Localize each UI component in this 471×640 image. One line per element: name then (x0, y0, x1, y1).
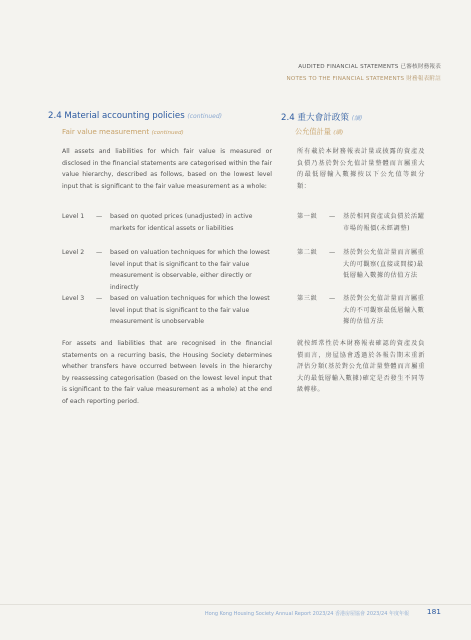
zh-level-1-dash: — (329, 213, 336, 220)
zh-level-2-text: 基於對公允值計量而言屬重大的可觀察(直接或間接)最低層輸入數據的估值方法 (343, 249, 425, 279)
zh-level-2 (297, 247, 425, 295)
zh-level-3-text: 基於對公允值計量而言屬重大的不可觀察最低層輸入數據的估值方法 (343, 295, 425, 325)
zh-level-1 (297, 211, 425, 247)
en-level-1-text: based on quoted prices (unadjusted) in active markets for identical assets or liabilities (110, 213, 253, 232)
zh-section-heading (281, 111, 426, 123)
en-intro-paragraph: All assets and liabilities for which fair value is measured or disclosed in the financial statements are categorised within the fair value hierarchy, described as follows, based on the lowest level input that is significant to the fair value measurement as a whole: (62, 148, 272, 190)
zh-sub-title: 公允值計量 (295, 127, 331, 136)
en-level-1-dash: — (96, 213, 103, 220)
zh-level-3 (297, 293, 425, 329)
zh-sub-continued: (續) (333, 130, 344, 136)
zh-section-continued: (續) (351, 115, 363, 122)
footer-report-title: Hong Kong Housing Society Annual Report 2023/24 香港房屋協會 2023/24 年度年報 (204, 611, 409, 617)
en-level-3-dash: — (96, 295, 103, 302)
en-level-3 (62, 293, 272, 329)
en-level-3-text: based on valuation techniques for which the lowest level input that is significant to the fair value measurement is unobservable (110, 295, 270, 325)
zh-level-1-label: 第一級 (297, 213, 318, 220)
zh-section-title: 2.4 重大會計政策 (281, 113, 349, 123)
en-level-1 (62, 211, 272, 247)
zh-level-2-label: 第二級 (297, 249, 318, 256)
running-header: AUDITED FINANCIAL STATEMENTS 已審核財務報表 (298, 64, 441, 70)
en-section-continued: (continued) (187, 113, 222, 120)
en-level-2-label: Level 2 (62, 249, 85, 256)
en-sub-title: Fair value measurement (62, 127, 150, 136)
running-subheader: NOTES TO THE FINANCIAL STATEMENTS 財務報表附註 (286, 76, 441, 82)
zh-level-3-label: 第三級 (297, 295, 318, 302)
en-closing-paragraph: For assets and liabilities that are recognised in the financial statements on a recurring basis, the Housing Society determines whether transfers have occurred between levels in the hierarchy by reassessing categorisation (based on the lowest level input that is significant to the fair value measurement as a whole) at the end of each reporting period. (62, 340, 272, 405)
zh-intro-paragraph: 所有載於本財務報表計量或披露的資產及負債乃基於對公允值計量整體而言屬重大的最低層輸入數據按以下公允值等級分類： (297, 148, 425, 190)
page-number: 181 (426, 607, 441, 616)
zh-level-3-dash: — (329, 295, 336, 302)
en-level-1-label: Level 1 (62, 213, 85, 220)
zh-subheading (281, 127, 426, 137)
zh-level-2-dash: — (329, 249, 336, 256)
en-subheading (48, 127, 272, 136)
footer-rule (0, 604, 471, 605)
en-level-2 (62, 247, 272, 295)
en-level-2-text: based on valuation techniques for which the lowest level input that is significant to the fair value measurement is observable, either directly or indirectly (110, 249, 270, 291)
en-level-2-dash: — (96, 249, 103, 256)
en-sub-continued: (continued) (151, 130, 184, 136)
en-section-heading (48, 111, 272, 121)
en-level-3-label: Level 3 (62, 295, 85, 302)
zh-closing-paragraph: 就按經常性於本財務報表確認的資產及負債而言，房屋協會透過於各報告期末重新評估分類(基於對公允值計量整體而言屬重大的最低層輸入數據)確定是否發生不同等級轉移。 (297, 340, 425, 393)
en-section-title: 2.4 Material accounting policies (48, 111, 185, 121)
zh-level-1-text: 基於相同資產或負債於活躍市場的報價(未經調整) (343, 213, 425, 232)
